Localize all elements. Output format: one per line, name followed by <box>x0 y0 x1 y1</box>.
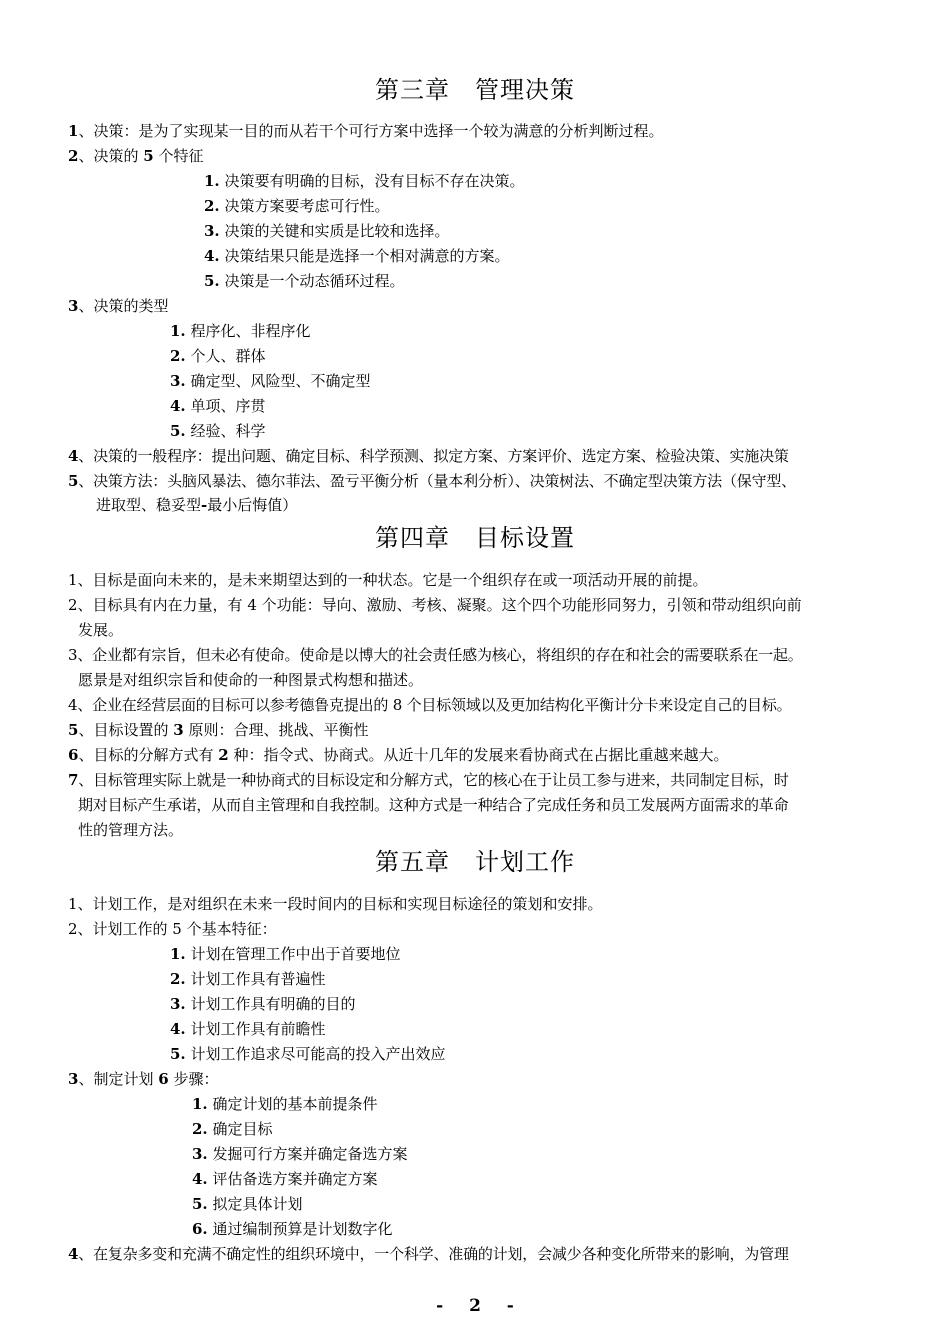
ch3-item-5: 5、决策方法：头脑风暴法、德尔菲法、盈亏平衡分析（量本利分析）、决策树法、不确定型决策方法（保守型、 <box>68 472 796 490</box>
ch3-feature-1: 1. 决策要有明确的目标，没有目标不存在决策。 <box>204 172 525 190</box>
ch5-step-4: 4. 评估备选方案并确定方案 <box>192 1170 378 1188</box>
ch3-type-4: 4. 单项、序贯 <box>170 397 266 415</box>
ch3-item-1: 1、决策：是为了实现某一目的而从若干个可行方案中选择一个较为满意的分析判断过程。 <box>68 122 664 140</box>
chapter-5-title: 第五章 计划工作 <box>375 848 575 876</box>
item-number: 4 <box>68 447 79 465</box>
ch3-feature-2: 2. 决策方案要考虑可行性。 <box>204 197 390 215</box>
page-number-footer <box>0 1296 950 1316</box>
ch4-item-2: 2、目标具有内在力量，有 4 个功能：导向、激励、考核、凝聚。这个四个功能形同努力，引领和带动组织向前 <box>68 596 802 614</box>
ch5-item-4: 4、在复杂多变和充满不确定性的组织环境中，一个科学、准确的计划，会减少各种变化所带来的影响，为管理 <box>68 1245 789 1263</box>
chapter-3-title: 第三章 管理决策 <box>375 76 575 104</box>
ch4-item-7-cont-1: 期对目标产生承诺，从而自主管理和自我控制。这种方式是一种结合了完成任务和员工发展两方面需求的革命 <box>78 796 789 814</box>
ch3-item-3: 3、决策的类型 <box>68 297 169 315</box>
item-number: 7 <box>68 771 79 789</box>
item-number: 6 <box>68 746 79 764</box>
ch3-type-1: 1. 程序化、非程序化 <box>170 322 311 340</box>
ch5-feature-2: 2. 计划工作具有普遍性 <box>170 970 326 988</box>
page-number: 2 <box>469 1296 481 1316</box>
ch4-item-3: 3、企业都有宗旨，但未必有使命。使命是以博大的社会责任感为核心，将组织的存在和社会的需要联系在一起。 <box>68 646 803 664</box>
ch4-item-7: 7、目标管理实际上就是一种协商式的目标设定和分解方式，它的核心在于让员工参与进来，共同制定目标，时 <box>68 771 789 789</box>
item-number: 3 <box>68 297 79 315</box>
ch5-step-5: 5. 拟定具体计划 <box>192 1195 303 1213</box>
footer-dash-right: - <box>506 1296 514 1316</box>
ch5-item-1: 1、计划工作，是对组织在未来一段时间内的目标和实现目标途径的策划和安排。 <box>68 895 603 913</box>
ch4-item-1: 1、目标是面向未来的，是未来期望达到的一种状态。它是一个组织存在或一项活动开展的前提。 <box>68 571 708 589</box>
ch5-item-2: 2、计划工作的 5 个基本特征： <box>68 920 277 938</box>
item-number: 3 <box>68 1070 79 1088</box>
ch4-item-3-cont: 愿景是对组织宗旨和使命的一种图景式构想和描述。 <box>78 671 424 689</box>
item-number: 5 <box>68 721 79 739</box>
item-number: 5 <box>68 472 79 490</box>
ch3-item-4: 4、决策的一般程序：提出问题、确定目标、科学预测、拟定方案、方案评价、选定方案、检验决策、实施决策 <box>68 447 789 465</box>
ch4-item-7-cont-2: 性的管理方法。 <box>78 821 184 839</box>
ch4-item-4: 4、企业在经营层面的目标可以参考德鲁克提出的 8 个目标领域以及更加结构化平衡计分卡来设定自己的目标。 <box>68 696 792 714</box>
ch5-feature-5: 5. 计划工作追求尽可能高的投入产出效应 <box>170 1045 446 1063</box>
ch5-step-6: 6. 通过编制预算是计划数字化 <box>192 1220 393 1238</box>
ch5-feature-1: 1. 计划在管理工作中出于首要地位 <box>170 945 401 963</box>
ch3-type-3: 3. 确定型、风险型、不确定型 <box>170 372 371 390</box>
ch4-item-6: 6、目标的分解方式有 2 种：指令式、协商式。从近十几年的发展来看协商式在占据比重越来越大。 <box>68 746 729 764</box>
ch5-feature-4: 4. 计划工作具有前瞻性 <box>170 1020 326 1038</box>
ch5-item-3: 3、制定计划 6 步骤： <box>68 1070 219 1088</box>
item-number: 1 <box>68 122 79 140</box>
ch3-item-5-cont: 进取型、稳妥型-最小后悔值） <box>96 496 298 514</box>
ch4-item-2-cont: 发展。 <box>78 621 124 639</box>
ch5-step-2: 2. 确定目标 <box>192 1120 273 1138</box>
ch5-step-1: 1. 确定计划的基本前提条件 <box>192 1095 378 1113</box>
item-number: 4 <box>68 1245 79 1263</box>
ch3-type-5: 5. 经验、科学 <box>170 422 266 440</box>
chapter-4-title: 第四章 目标设置 <box>375 524 575 552</box>
footer-dash-left: - <box>436 1296 444 1316</box>
ch3-feature-3: 3. 决策的关键和实质是比较和选择。 <box>204 222 450 240</box>
ch3-item-2: 2、决策的 5 个特征 <box>68 147 204 165</box>
ch3-type-2: 2. 个人、群体 <box>170 347 266 365</box>
ch3-feature-5: 5. 决策是一个动态循环过程。 <box>204 272 405 290</box>
ch3-feature-4: 4. 决策结果只能是选择一个相对满意的方案。 <box>204 247 510 265</box>
ch4-item-5: 5、目标设置的 3 原则：合理、挑战、平衡性 <box>68 721 369 739</box>
item-number: 2 <box>68 147 79 165</box>
ch5-step-3: 3. 发掘可行方案并确定备选方案 <box>192 1145 408 1163</box>
ch5-feature-3: 3. 计划工作具有明确的目的 <box>170 995 356 1013</box>
